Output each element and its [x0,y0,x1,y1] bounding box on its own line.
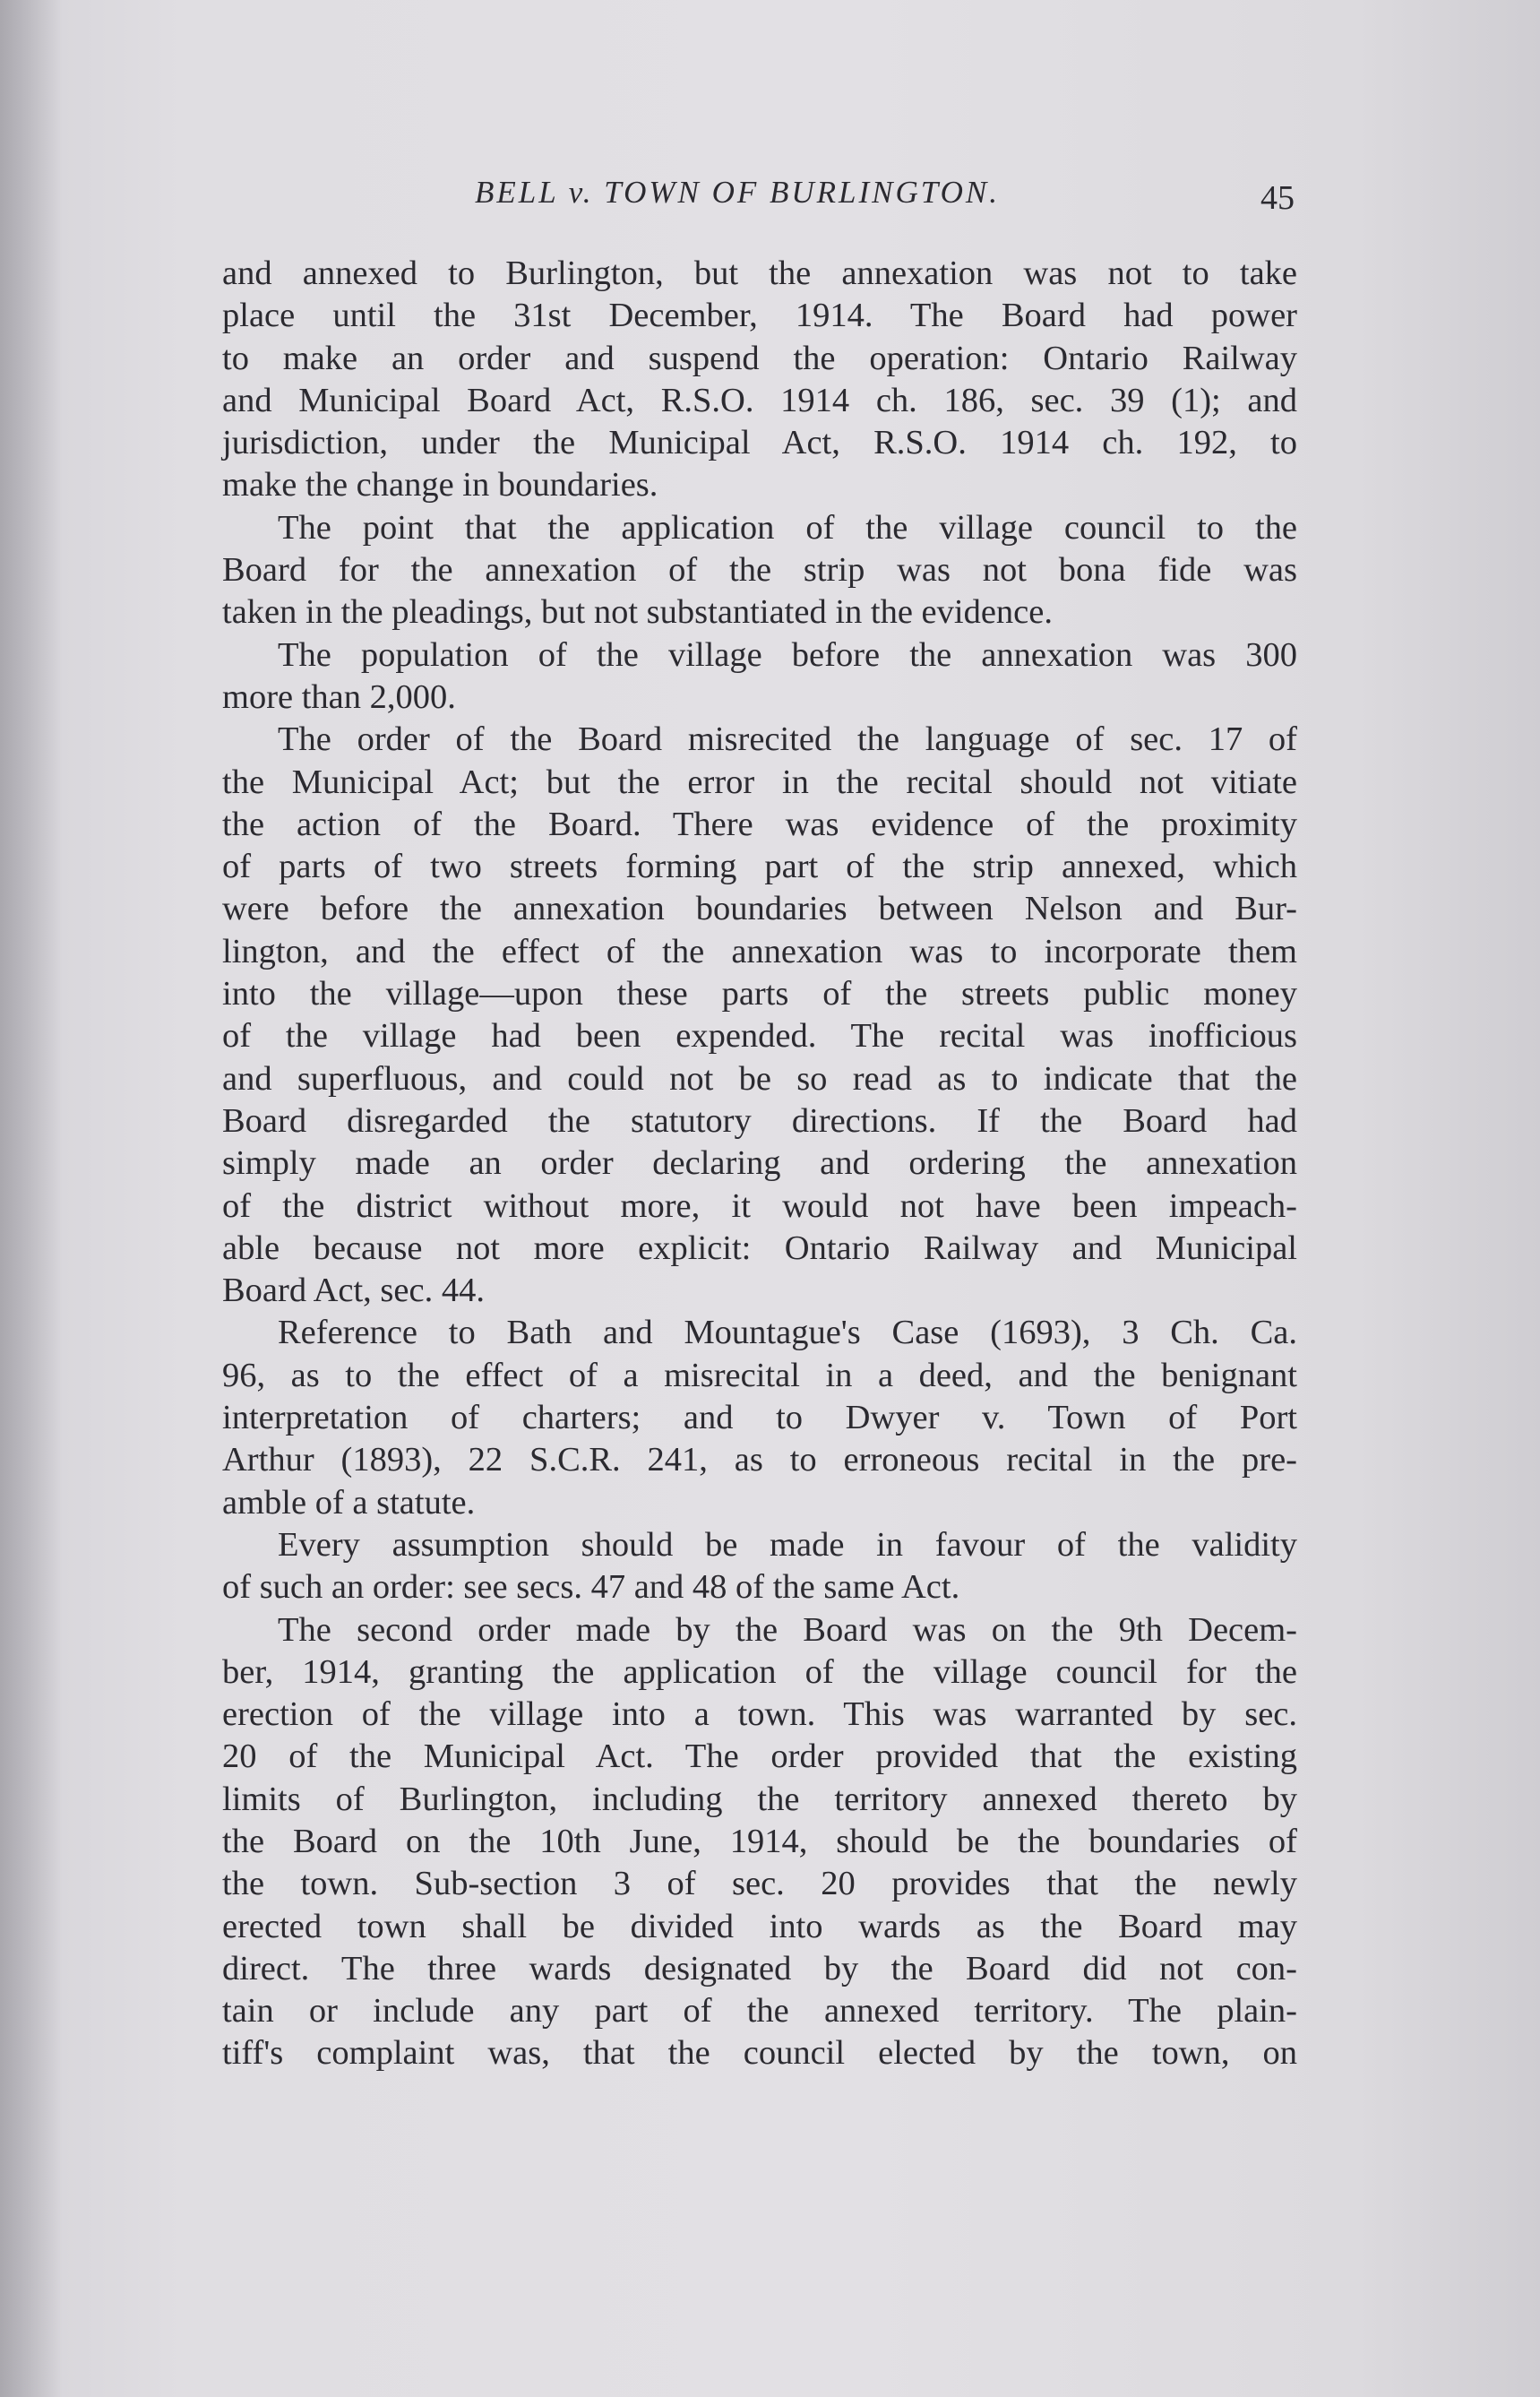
paragraph [222,507,1297,634]
text-line: Every assumption should be made in favour of the validity [278,1525,1297,1564]
text-line: Arthur (1893), 22 S.C.R. 241, as to erroneous recital in the pre- [222,1441,1297,1479]
text-line: more than 2,000. [222,677,456,716]
paragraph [222,1609,1297,2075]
text-line: of such an order: see secs. 47 and 48 of the same Act. [222,1568,960,1607]
running-title: BELL v. TOWN OF BURLINGTON. [475,175,1000,210]
text-line: The point that the application of the village council to the [278,508,1297,547]
text-line: Board disregarded the statutory directions. If the Board had [222,1101,1297,1140]
text-line: tiff's complaint was, that the council elected by the town, on [222,2034,1297,2073]
text-line: erection of the village into a town. This was warranted by sec. [222,1695,1297,1734]
paragraph [222,719,1297,1312]
text-line: 96, as to the effect of a misrecital in a deed, and the benignant [222,1356,1297,1394]
text-line: tain or include any part of the annexed territory. The plain- [222,1992,1297,2031]
text-line: and Municipal Board Act, R.S.O. 1914 ch. 186, sec. 39 (1); and [222,381,1297,419]
spine-shadow [0,0,63,2397]
paragraph [222,253,1297,507]
text-line: were before the annexation boundaries between Nelson and Bur- [222,890,1297,928]
text-line: Board for the annexation of the strip was not bona fide was [222,551,1297,590]
text-line: able because not more explicit: Ontario Railway and Municipal [222,1229,1297,1267]
text-line: into the village—upon these parts of the streets public money [222,975,1297,1013]
text-line: the Board on the 10th June, 1914, should be the boundaries of [222,1822,1297,1860]
text-line: The population of the village before the annexation was 300 [278,635,1297,674]
text-line: limits of Burlington, including the territory annexed thereto by [222,1780,1297,1818]
text-line: amble of a statute. [222,1483,476,1522]
text-line: of parts of two streets forming part of the strip annexed, which [222,848,1297,886]
text-line: taken in the pleadings, but not substantiated in the evidence. [222,593,1053,632]
paragraph [222,634,1297,720]
text-line: interpretation of charters; and to Dwyer v. Town of Port [222,1399,1297,1437]
text-line: ber, 1914, granting the application of the village council for the [222,1652,1297,1691]
running-head [224,175,1299,220]
text-line: of the village had been expended. The recital was inofficious [222,1017,1297,1056]
paragraph [222,1524,1297,1609]
text-line: Reference to Bath and Mountague's Case (1693), 3 Ch. Ca. [278,1314,1297,1352]
text-line: simply made an order declaring and ordering the annexation [222,1144,1297,1183]
text-line: to make an order and suspend the operation: Ontario Railway [222,339,1297,377]
text-line: and annexed to Burlington, but the annexation was not to take [222,254,1297,292]
text-line: Board Act, sec. 44. [222,1272,485,1310]
body-text [222,253,1297,2075]
text-line: jurisdiction, under the Municipal Act, R.S.O. 1914 ch. 192, to [222,424,1297,462]
text-line: The order of the Board misrecited the language of sec. 17 of [278,720,1297,759]
text-line: and superfluous, and could not be so read as to indicate that the [222,1059,1297,1098]
text-line: of the district without more, it would not have been impeach- [222,1186,1297,1225]
text-line: 20 of the Municipal Act. The order provided that the existing [222,1737,1297,1776]
text-line: direct. The three wards designated by the Board did not con- [222,1949,1297,1987]
text-line: erected town shall be divided into wards as the Board may [222,1907,1297,1945]
text-line: The second order made by the Board was on the 9th Decem- [278,1610,1297,1649]
text-line: the Municipal Act; but the error in the recital should not vitiate [222,763,1297,801]
text-line: make the change in boundaries. [222,466,658,504]
text-line: place until the 31st December, 1914. The Board had power [222,297,1297,335]
page-number: 45 [1260,179,1295,217]
text-line: the action of the Board. There was evidence of the proximity [222,805,1297,843]
paragraph [222,1312,1297,1523]
text-line: the town. Sub-section 3 of sec. 20 provides that the newly [222,1865,1297,1903]
text-line: lington, and the effect of the annexation was to incorporate them [222,932,1297,970]
